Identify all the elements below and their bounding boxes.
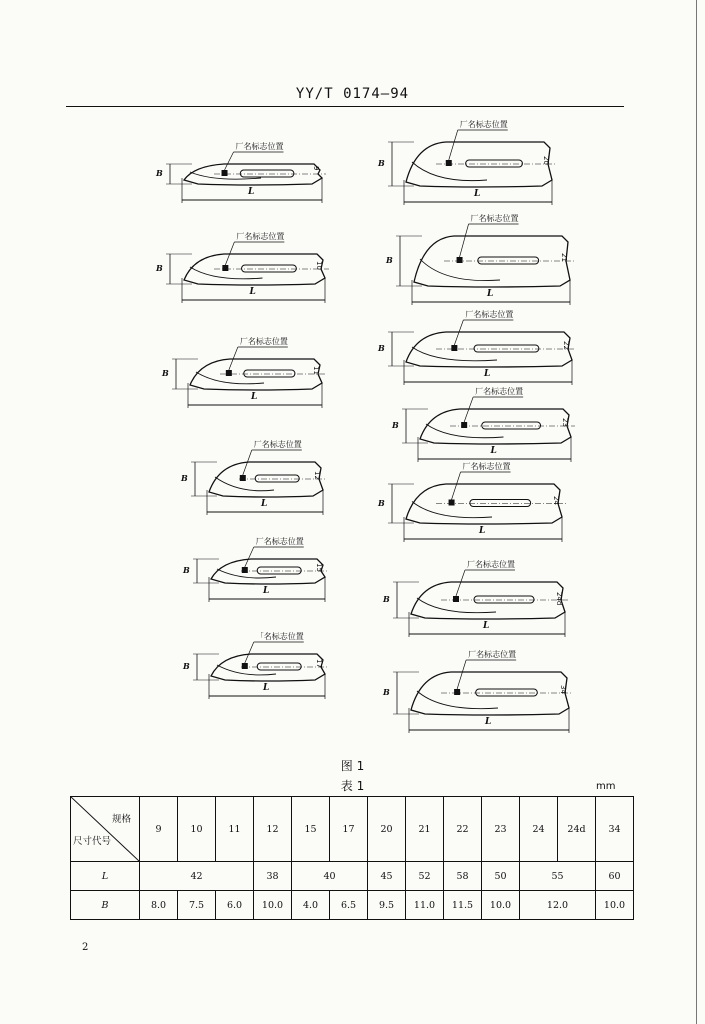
blade-size-label: 20 [542,156,550,165]
blade-outline [184,164,322,185]
table-caption: 表 1 [340,779,365,793]
dimension-table [70,796,634,920]
width-symbol: B [156,263,163,273]
blade-diagram [378,120,560,208]
blade-outline [420,409,571,444]
table-cell: 11.0 [406,891,444,920]
length-symbol: L [485,717,492,727]
table-cell: 42 [140,862,254,891]
blade-outline [190,359,322,390]
blade-diagram [383,650,577,736]
table-row-B [71,891,634,920]
blade-size-label: 24 [552,495,560,505]
blade-drawing [178,150,330,206]
mark-position-label: 「名标志位置 [255,632,304,641]
maker-mark [454,689,460,695]
blade-slot [255,475,299,482]
col-header: 15 [292,797,330,862]
table-cell: 10.0 [254,891,292,920]
blade-outline [414,236,570,287]
width-symbol: B [392,420,399,430]
table-cell: 10.0 [482,891,520,920]
maker-mark [461,422,467,428]
blade-diagram [378,310,580,388]
blade-size-label: 24d [555,592,563,606]
table-row-L [71,862,634,891]
blade-size-label: 12 [313,471,321,480]
col-header: 34 [596,797,634,862]
col-header: 20 [368,797,406,862]
length-symbol: L [484,369,491,379]
col-header: 22 [444,797,482,862]
table-cell: 45 [368,862,406,891]
mark-leader [452,472,461,500]
mark-position-label: 厂名标志位置 [467,560,515,569]
blade-slot [257,663,301,670]
mark-position-label: 厂名标志位置 [253,440,302,449]
blade-slot [476,689,538,696]
width-symbol: B [383,687,390,697]
blade-size-label: 11 [312,366,320,375]
table-cell: 50 [482,862,520,891]
maker-mark [226,370,232,376]
col-header: 21 [406,797,444,862]
maker-mark [457,257,463,263]
mark-leader [457,660,466,689]
width-symbol: B [181,473,188,483]
header-rule [66,106,624,107]
table-cell: 10.0 [596,891,634,920]
width-symbol: B [183,565,190,575]
table-unit: mm [596,781,616,792]
blade-diagram [383,560,573,640]
table-cell: 8.0 [140,891,178,920]
blade-diagram [386,214,578,308]
row-label: B [71,891,140,920]
mark-position-label: 厂名标志位置 [459,120,508,129]
maker-mark [449,500,455,506]
col-header: 23 [482,797,520,862]
mark-leader [245,547,254,567]
table-cell: 7.5 [178,891,216,920]
blade-outline [411,582,565,619]
length-symbol: L [251,392,258,402]
blade-diagram [156,142,330,206]
blade-diagram [392,387,579,465]
blade-outline [406,332,572,367]
table-corner-cell [71,797,140,862]
col-header: 24 [520,797,558,862]
col-header: 11 [216,797,254,862]
blade-size-label: 15 [315,563,323,572]
figure-caption: 图 1 [340,759,365,773]
width-symbol: B [383,594,390,604]
blade-size-label: 10 [315,261,323,270]
maker-mark [222,170,228,176]
blade-slot [474,345,539,352]
mark-leader [449,130,458,160]
col-header: 9 [140,797,178,862]
table-cell: 52 [406,862,444,891]
table-cell: 6.5 [330,891,368,920]
blade-size-label: 9 [312,166,320,171]
length-symbol: L [474,189,481,199]
maker-mark [451,345,457,351]
table-cell: 4.0 [292,891,330,920]
mark-position-label: 厂名标志位置 [475,387,524,396]
blade-slot [474,596,534,603]
length-symbol: L [249,287,256,297]
blade-diagram [183,632,333,702]
maker-mark [222,265,228,271]
length-symbol: L [490,446,497,456]
mark-position-label: 厂名标志位置 [468,650,517,659]
blade-size-label: 17 [315,659,323,668]
blade-size-label: 34 [559,685,567,694]
width-symbol: B [156,168,163,178]
length-symbol: L [263,586,270,596]
blade-outline [211,654,325,681]
blade-slot [478,257,539,264]
width-symbol: B [378,158,385,168]
mark-position-label: 厂名标志位置 [235,142,284,151]
blade-drawing [205,545,333,605]
width-symbol: B [378,343,385,353]
blade-diagram [162,337,330,411]
length-symbol: L [487,289,494,299]
width-symbol: B [386,255,393,265]
mark-position-label: 厂名标志位置 [239,337,288,346]
length-symbol: L [261,499,268,509]
blade-size-label: 22 [562,341,570,350]
col-header: 10 [178,797,216,862]
corner-bottom-label: 尺寸代号 [73,836,112,847]
maker-mark [446,160,452,166]
mark-leader [460,224,469,257]
blade-slot [257,567,301,574]
blade-size-label: 21 [560,253,568,262]
length-symbol: L [483,621,490,631]
mark-position-label: 厂名标志位置 [462,462,511,471]
maker-mark [240,475,246,481]
blade-outline [184,254,325,285]
blade-diagram [183,537,333,605]
blade-diagram [378,462,570,545]
blade-slot [244,370,295,377]
mark-leader [225,152,234,170]
width-symbol: B [183,661,190,671]
table-cell: 55 [520,862,596,891]
blade-size-label: 23 [561,418,569,427]
table-cell: 6.0 [216,891,254,920]
width-symbol: B [162,368,169,378]
table-cell: 11.5 [444,891,482,920]
blade-diagram [181,440,331,518]
length-symbol: L [479,526,486,536]
blade-slot [242,265,297,272]
blade-outline [406,484,562,524]
col-header: 12 [254,797,292,862]
table-cell: 38 [254,862,292,891]
blade-slot [482,422,541,429]
table-cell: 58 [444,862,482,891]
mark-position-label: 厂名标志位置 [236,232,285,241]
blade-slot [470,500,531,507]
table-cell: 12.0 [520,891,596,920]
width-symbol: B [378,497,385,508]
row-label: L [71,862,140,891]
table-cell: 40 [292,862,368,891]
length-symbol: L [248,187,255,197]
blade-outline [211,559,325,584]
mark-position-label: 厂名标志位置 [470,214,519,223]
corner-top-label: 规格 [111,814,131,825]
length-symbol: L [263,683,270,693]
mark-leader [245,642,254,663]
col-header: 24d [558,797,596,862]
table-cell: 60 [596,862,634,891]
blade-outline [209,462,323,497]
mark-position-label: 厂名标志位置 [465,310,514,319]
maker-mark [453,596,459,602]
document-code: YY/T 0174—94 [295,86,410,102]
blade-slot [240,170,294,177]
maker-mark [242,663,248,669]
maker-mark [242,567,248,573]
table-header-row [71,797,634,862]
page-number: 2 [82,942,89,953]
table-cell: 9.5 [368,891,406,920]
mark-leader [456,570,465,596]
page-edge-line [696,0,697,1024]
mark-position-label: 厂名标志位置 [255,537,304,546]
col-header: 17 [330,797,368,862]
blade-slot [466,160,523,167]
blade-diagram [156,232,333,306]
